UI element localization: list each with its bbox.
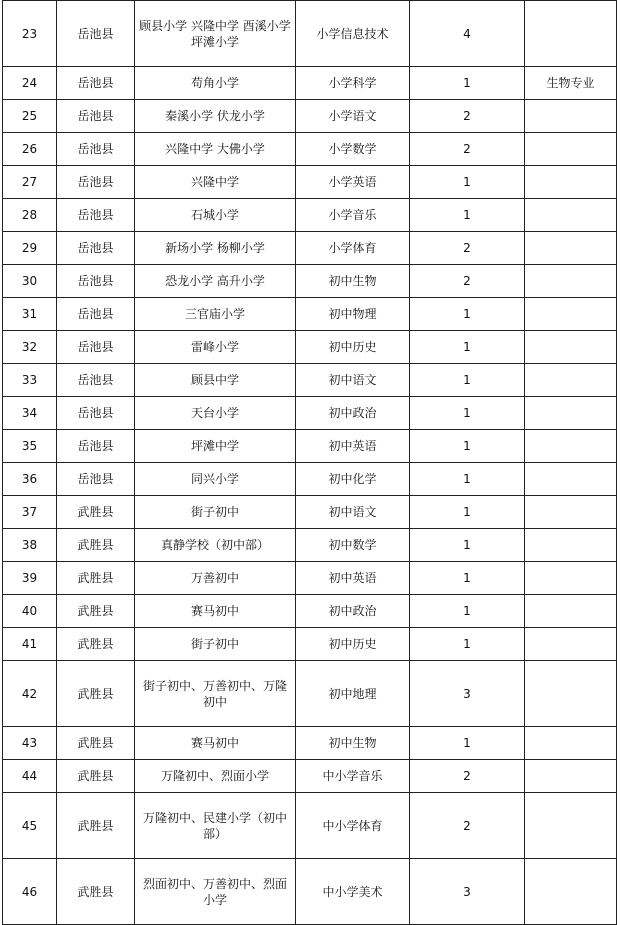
cell-count: 1 [410,562,525,595]
cell-no: 46 [3,859,57,925]
cell-school: 街子初中 [135,496,296,529]
cell-subject: 小学音乐 [296,199,410,232]
cell-county: 岳池县 [57,100,135,133]
cell-count: 1 [410,397,525,430]
cell-school: 顾县小学 兴隆中学 酉溪小学 坪滩小学 [135,1,296,67]
cell-no: 39 [3,562,57,595]
cell-county: 武胜县 [57,793,135,859]
cell-school: 赛马初中 [135,727,296,760]
cell-note [525,496,617,529]
cell-count: 1 [410,199,525,232]
cell-school: 街子初中、万善初中、万隆初中 [135,661,296,727]
cell-count: 1 [410,727,525,760]
cell-no: 27 [3,166,57,199]
cell-county: 岳池县 [57,331,135,364]
cell-note [525,430,617,463]
cell-no: 43 [3,727,57,760]
cell-school: 万善初中 [135,562,296,595]
cell-no: 41 [3,628,57,661]
cell-note [525,727,617,760]
table-row [3,100,617,133]
cell-county: 岳池县 [57,199,135,232]
cell-count: 4 [410,1,525,67]
cell-note [525,1,617,67]
cell-no: 29 [3,232,57,265]
cell-county: 武胜县 [57,628,135,661]
cell-no: 23 [3,1,57,67]
cell-note [525,463,617,496]
cell-subject: 初中历史 [296,628,410,661]
cell-school: 万隆初中、烈面小学 [135,760,296,793]
cell-subject: 初中英语 [296,562,410,595]
cell-note [525,529,617,562]
cell-count: 3 [410,859,525,925]
table-row [3,397,617,430]
cell-subject: 小学体育 [296,232,410,265]
cell-note [525,562,617,595]
table-row [3,496,617,529]
cell-no: 45 [3,793,57,859]
cell-no: 26 [3,133,57,166]
cell-school: 秦溪小学 伏龙小学 [135,100,296,133]
cell-count: 1 [410,67,525,100]
cell-subject: 初中生物 [296,727,410,760]
cell-count: 1 [410,364,525,397]
cell-note [525,793,617,859]
cell-count: 1 [410,628,525,661]
cell-subject: 初中历史 [296,331,410,364]
cell-no: 38 [3,529,57,562]
cell-note [525,661,617,727]
cell-no: 31 [3,298,57,331]
cell-county: 武胜县 [57,661,135,727]
cell-count: 2 [410,793,525,859]
table-row [3,859,617,925]
cell-school: 赛马初中 [135,595,296,628]
cell-subject: 初中政治 [296,397,410,430]
table-row [3,199,617,232]
table-row [3,595,617,628]
cell-school: 万隆初中、民建小学（初中部） [135,793,296,859]
cell-no: 37 [3,496,57,529]
table-row [3,628,617,661]
cell-note [525,364,617,397]
cell-count: 1 [410,331,525,364]
cell-county: 武胜县 [57,562,135,595]
cell-note [525,331,617,364]
cell-note [525,133,617,166]
table-row [3,166,617,199]
cell-count: 3 [410,661,525,727]
cell-note [525,859,617,925]
cell-county: 岳池县 [57,298,135,331]
cell-county: 武胜县 [57,529,135,562]
cell-note: 生物专业 [525,67,617,100]
cell-note [525,199,617,232]
cell-subject: 初中生物 [296,265,410,298]
cell-note [525,166,617,199]
cell-no: 25 [3,100,57,133]
table-row [3,562,617,595]
cell-count: 2 [410,265,525,298]
recruitment-table [2,0,617,925]
cell-subject: 中小学美术 [296,859,410,925]
cell-no: 42 [3,661,57,727]
cell-subject: 初中政治 [296,595,410,628]
cell-no: 40 [3,595,57,628]
cell-county: 岳池县 [57,232,135,265]
cell-county: 岳池县 [57,133,135,166]
cell-school: 兴隆中学 大佛小学 [135,133,296,166]
cell-subject: 小学语文 [296,100,410,133]
cell-school: 石城小学 [135,199,296,232]
cell-subject: 初中化学 [296,463,410,496]
cell-subject: 小学数学 [296,133,410,166]
cell-no: 36 [3,463,57,496]
table-row [3,67,617,100]
cell-school: 天台小学 [135,397,296,430]
table-row [3,661,617,727]
cell-note [525,628,617,661]
cell-no: 30 [3,265,57,298]
cell-note [525,100,617,133]
cell-county: 武胜县 [57,859,135,925]
cell-note [525,397,617,430]
cell-subject: 小学英语 [296,166,410,199]
cell-subject: 小学信息技术 [296,1,410,67]
cell-county: 武胜县 [57,595,135,628]
table-row [3,727,617,760]
cell-subject: 初中地理 [296,661,410,727]
cell-no: 32 [3,331,57,364]
table-row [3,265,617,298]
cell-county: 岳池县 [57,67,135,100]
cell-subject: 初中语文 [296,364,410,397]
cell-note [525,232,617,265]
cell-count: 1 [410,430,525,463]
recruitment-table-page [2,0,616,925]
table-row [3,793,617,859]
cell-school: 街子初中 [135,628,296,661]
cell-count: 2 [410,100,525,133]
cell-no: 35 [3,430,57,463]
cell-school: 雷峰小学 [135,331,296,364]
cell-subject: 初中数学 [296,529,410,562]
cell-county: 岳池县 [57,364,135,397]
cell-no: 28 [3,199,57,232]
cell-county: 岳池县 [57,1,135,67]
cell-school: 烈面初中、万善初中、烈面小学 [135,859,296,925]
cell-county: 武胜县 [57,760,135,793]
table-row [3,1,617,67]
cell-note [525,595,617,628]
table-row [3,430,617,463]
cell-note [525,265,617,298]
cell-county: 岳池县 [57,397,135,430]
cell-county: 岳池县 [57,463,135,496]
cell-subject: 中小学体育 [296,793,410,859]
cell-count: 1 [410,496,525,529]
cell-school: 苟角小学 [135,67,296,100]
table-body [3,1,617,925]
cell-subject: 小学科学 [296,67,410,100]
cell-count: 1 [410,529,525,562]
cell-no: 33 [3,364,57,397]
table-row [3,463,617,496]
cell-school: 新场小学 杨柳小学 [135,232,296,265]
table-row [3,298,617,331]
cell-count: 1 [410,463,525,496]
cell-subject: 初中语文 [296,496,410,529]
table-row [3,529,617,562]
cell-count: 1 [410,595,525,628]
table-row [3,364,617,397]
cell-subject: 中小学音乐 [296,760,410,793]
cell-school: 坪滩中学 [135,430,296,463]
table-row [3,331,617,364]
cell-note [525,298,617,331]
cell-no: 34 [3,397,57,430]
cell-note [525,760,617,793]
cell-county: 岳池县 [57,265,135,298]
cell-no: 24 [3,67,57,100]
cell-count: 2 [410,133,525,166]
table-row [3,232,617,265]
cell-county: 武胜县 [57,727,135,760]
cell-count: 1 [410,298,525,331]
cell-county: 岳池县 [57,430,135,463]
cell-school: 真静学校（初中部） [135,529,296,562]
cell-county: 岳池县 [57,166,135,199]
cell-subject: 初中英语 [296,430,410,463]
cell-school: 三官庙小学 [135,298,296,331]
cell-school: 同兴小学 [135,463,296,496]
cell-count: 2 [410,760,525,793]
cell-no: 44 [3,760,57,793]
cell-county: 武胜县 [57,496,135,529]
cell-count: 1 [410,166,525,199]
cell-count: 2 [410,232,525,265]
cell-school: 兴隆中学 [135,166,296,199]
cell-subject: 初中物理 [296,298,410,331]
cell-school: 恐龙小学 高升小学 [135,265,296,298]
cell-school: 顾县中学 [135,364,296,397]
table-row [3,133,617,166]
table-row [3,760,617,793]
